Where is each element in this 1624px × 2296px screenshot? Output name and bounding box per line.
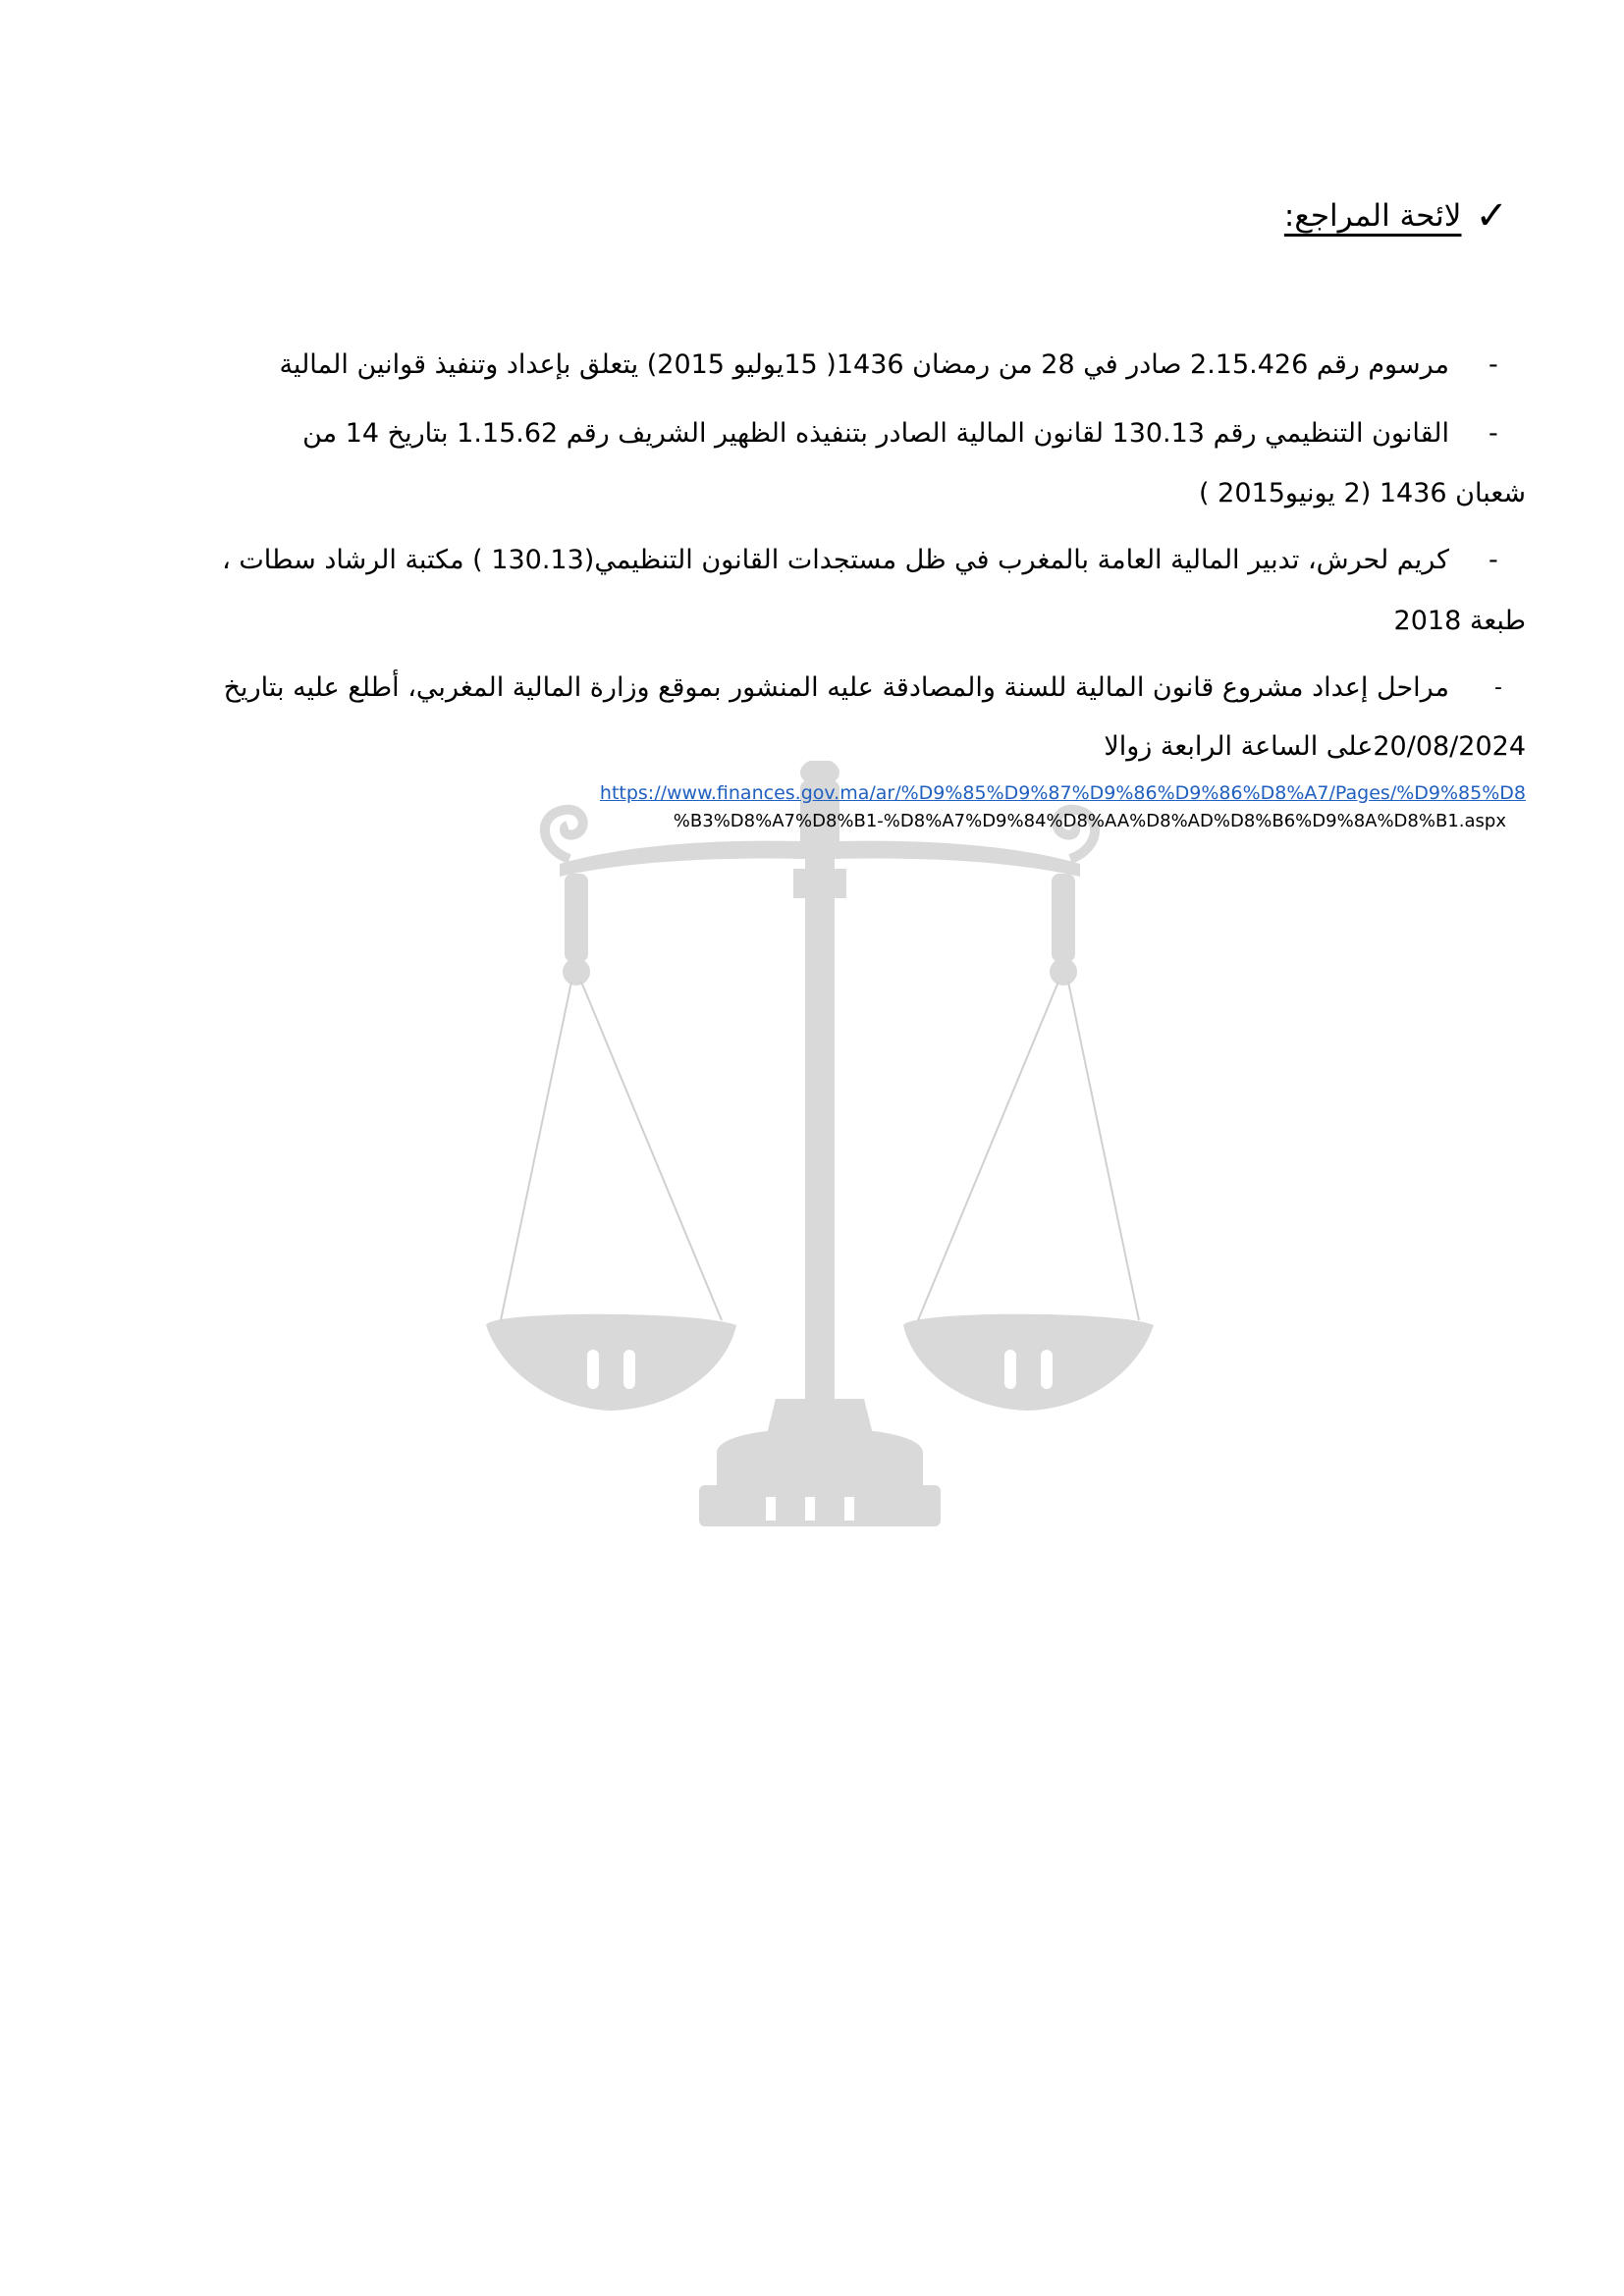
reference-4-line-1: مراحل إعداد مشروع قانون المالية للسنة والمصادقة عليه المنشور بموقع وزارة المالية المغربي، أطلع عليه بتاريخ — [223, 672, 1449, 703]
reference-link[interactable] — [600, 782, 1526, 804]
checkmark-icon: ✓ — [1475, 193, 1508, 239]
reference-2-line-1: القانون التنظيمي رقم 130.13 لقانون المالية الصادر بتنفيذه الظهير الشريف رقم 1.15.62 بتاريخ 14 من — [302, 418, 1449, 449]
reference-1-line-1: مرسوم رقم 2.15.426 صادر في 28 من رمضان 1436( 15يوليو 2015) يتعلق بإعداد وتنفيذ قوانين المالية — [279, 349, 1449, 380]
bullet: - — [1489, 349, 1498, 380]
reference-4-line-2: 20/08/2024على الساعة الرابعة زوالا — [1104, 731, 1526, 762]
link-line-2: %B3%D8%A7%D8%B1-%D8%A7%D9%84%D8%AA%D8%AD%D8%B6%D9%8A%D8%B1.aspx — [673, 811, 1506, 831]
bullet: - — [1489, 418, 1498, 449]
bullet: - — [1489, 545, 1498, 575]
reference-3-line-2: طبعة 2018 — [1393, 606, 1526, 636]
reference-2-line-2: شعبان 1436 (2 يونيو2015 ) — [1199, 478, 1526, 508]
heading-text: لائحة المراجع: — [1283, 198, 1462, 234]
reference-3-line-1: كريم لحرش، تدبير المالية العامة بالمغرب في ظل مستجدات القانون التنظيمي(130.13 ) مكتبة الرشاد سطات ، — [222, 545, 1449, 575]
link-line-1[interactable]: https://www.finances.gov.ma/ar/%D9%85%D9%87%D9%86%D9%86%D8%A7/Pages/%D9%85%D8 — [599, 782, 1526, 804]
bullet: - — [1494, 675, 1502, 700]
references-heading — [1283, 193, 1508, 239]
